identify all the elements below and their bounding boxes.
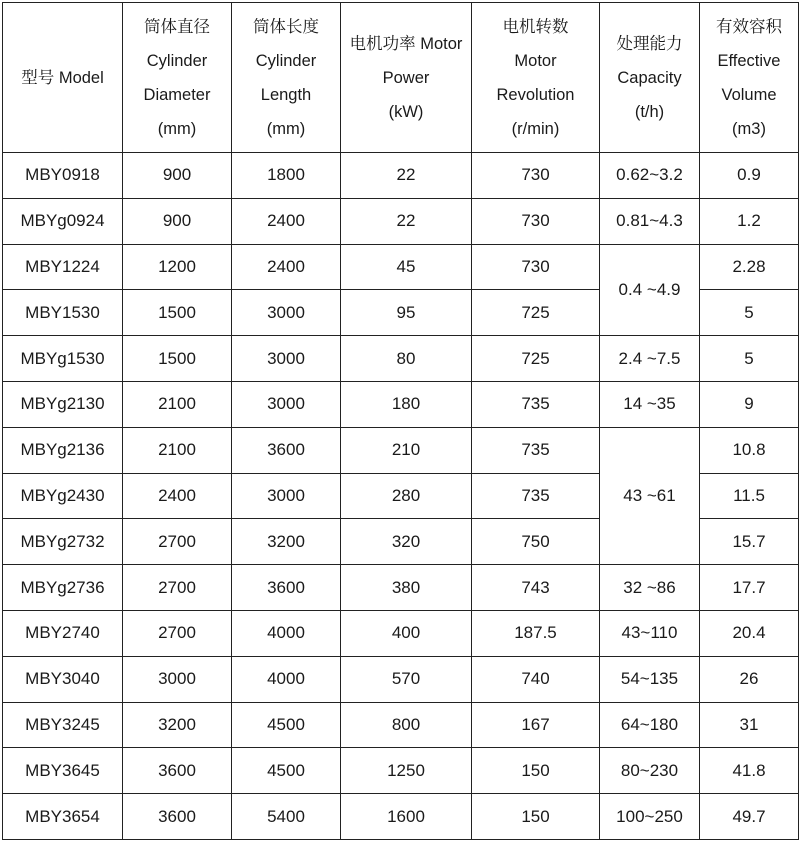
cell-volume: 9 xyxy=(700,381,799,427)
cell-length: 2400 xyxy=(232,198,341,244)
cell-length: 3000 xyxy=(232,336,341,382)
cell-volume: 31 xyxy=(700,702,799,748)
cell-length: 3000 xyxy=(232,381,341,427)
cell-diameter: 3600 xyxy=(123,748,232,794)
cell-power: 1600 xyxy=(341,794,472,840)
cell-revolution: 150 xyxy=(472,748,600,794)
cell-volume: 11.5 xyxy=(700,473,799,519)
cell-power: 95 xyxy=(341,290,472,336)
cell-capacity: 100~250 xyxy=(600,794,700,840)
cell-volume: 2.28 xyxy=(700,244,799,290)
cell-diameter: 2700 xyxy=(123,565,232,611)
cell-volume: 1.2 xyxy=(700,198,799,244)
cell-diameter: 2100 xyxy=(123,427,232,473)
cell-capacity: 43 ~61 xyxy=(600,427,700,564)
header-power-line: Power xyxy=(382,68,430,87)
header-length-line: 筒体长度 xyxy=(253,17,319,36)
table-row xyxy=(3,794,799,840)
cell-model: MBYg0924 xyxy=(3,198,123,244)
cell-capacity: 64~180 xyxy=(600,702,700,748)
cell-capacity: 0.4 ~4.9 xyxy=(600,244,700,336)
cell-revolution: 167 xyxy=(472,702,600,748)
cell-power: 800 xyxy=(341,702,472,748)
cell-diameter: 2700 xyxy=(123,610,232,656)
header-capacity-line: 处理能力 xyxy=(616,34,683,53)
table-row xyxy=(3,336,799,382)
cell-diameter: 2100 xyxy=(123,381,232,427)
header-length-line: Length xyxy=(260,85,312,104)
cell-model: MBYg2130 xyxy=(3,381,123,427)
cell-revolution: 725 xyxy=(472,336,600,382)
cell-diameter: 2700 xyxy=(123,519,232,565)
cell-revolution: 187.5 xyxy=(472,610,600,656)
cell-power: 45 xyxy=(341,244,472,290)
cell-revolution: 730 xyxy=(472,244,600,290)
cell-revolution: 743 xyxy=(472,565,600,611)
cell-length: 2400 xyxy=(232,244,341,290)
header-model-line: 型号 Model xyxy=(21,68,104,87)
cell-power: 400 xyxy=(341,610,472,656)
table-row xyxy=(3,244,799,290)
cell-model: MBYg2736 xyxy=(3,565,123,611)
cell-power: 380 xyxy=(341,565,472,611)
header-row xyxy=(3,3,799,153)
cell-model: MBY3245 xyxy=(3,702,123,748)
table-body xyxy=(3,153,799,840)
cell-diameter: 900 xyxy=(123,153,232,199)
cell-length: 3200 xyxy=(232,519,341,565)
cell-capacity: 54~135 xyxy=(600,656,700,702)
cell-capacity: 2.4 ~7.5 xyxy=(600,336,700,382)
spec-table xyxy=(2,2,799,840)
table-row xyxy=(3,381,799,427)
cell-diameter: 900 xyxy=(123,198,232,244)
cell-model: MBYg2430 xyxy=(3,473,123,519)
cell-power: 570 xyxy=(341,656,472,702)
cell-model: MBYg2136 xyxy=(3,427,123,473)
cell-power: 180 xyxy=(341,381,472,427)
cell-revolution: 735 xyxy=(472,427,600,473)
cell-power: 210 xyxy=(341,427,472,473)
table-row xyxy=(3,427,799,473)
header-volume-line: Effective xyxy=(717,51,781,70)
header-capacity-line: Capacity xyxy=(617,68,682,87)
cell-revolution: 735 xyxy=(472,473,600,519)
cell-revolution: 740 xyxy=(472,656,600,702)
header-power-line: (kW) xyxy=(388,102,424,121)
header-capacity-line: (t/h) xyxy=(634,102,665,121)
header-revolution-line: (r/min) xyxy=(511,119,560,138)
cell-diameter: 3600 xyxy=(123,794,232,840)
cell-capacity: 43~110 xyxy=(600,610,700,656)
cell-volume: 26 xyxy=(700,656,799,702)
cell-model: MBY3040 xyxy=(3,656,123,702)
cell-power: 280 xyxy=(341,473,472,519)
header-length xyxy=(232,3,341,153)
cell-length: 4500 xyxy=(232,702,341,748)
cell-model: MBY2740 xyxy=(3,610,123,656)
header-power-line: 电机功率 Motor xyxy=(349,34,463,53)
header-length-line: Cylinder xyxy=(255,51,317,70)
cell-length: 4500 xyxy=(232,748,341,794)
cell-volume: 15.7 xyxy=(700,519,799,565)
cell-model: MBY1530 xyxy=(3,290,123,336)
header-volume xyxy=(700,3,799,153)
cell-length: 3000 xyxy=(232,290,341,336)
cell-power: 320 xyxy=(341,519,472,565)
header-revolution-line: Revolution xyxy=(496,85,575,104)
cell-model: MBYg2732 xyxy=(3,519,123,565)
header-volume-line: Volume xyxy=(721,85,777,104)
cell-volume: 41.8 xyxy=(700,748,799,794)
cell-power: 22 xyxy=(341,198,472,244)
cell-power: 1250 xyxy=(341,748,472,794)
cell-volume: 17.7 xyxy=(700,565,799,611)
header-revolution-line: 电机转数 xyxy=(502,17,569,36)
cell-volume: 10.8 xyxy=(700,427,799,473)
cell-model: MBYg1530 xyxy=(3,336,123,382)
cell-diameter: 3200 xyxy=(123,702,232,748)
cell-revolution: 730 xyxy=(472,198,600,244)
cell-model: MBY0918 xyxy=(3,153,123,199)
cell-revolution: 735 xyxy=(472,381,600,427)
cell-power: 80 xyxy=(341,336,472,382)
header-diameter-line: (mm) xyxy=(157,119,197,138)
cell-diameter: 1500 xyxy=(123,290,232,336)
header-length-line: (mm) xyxy=(266,119,306,138)
table-row xyxy=(3,610,799,656)
header-volume-line: 有效容积 xyxy=(716,17,782,36)
cell-capacity: 14 ~35 xyxy=(600,381,700,427)
header-diameter xyxy=(123,3,232,153)
cell-length: 3000 xyxy=(232,473,341,519)
cell-length: 1800 xyxy=(232,153,341,199)
header-revolution xyxy=(472,3,600,153)
cell-revolution: 750 xyxy=(472,519,600,565)
header-model xyxy=(3,3,123,153)
cell-revolution: 150 xyxy=(472,794,600,840)
table-row xyxy=(3,565,799,611)
cell-volume: 0.9 xyxy=(700,153,799,199)
cell-volume: 5 xyxy=(700,336,799,382)
cell-diameter: 2400 xyxy=(123,473,232,519)
cell-capacity: 0.81~4.3 xyxy=(600,198,700,244)
cell-capacity: 0.62~3.2 xyxy=(600,153,700,199)
cell-model: MBY3654 xyxy=(3,794,123,840)
cell-volume: 5 xyxy=(700,290,799,336)
header-diameter-line: 筒体直径 xyxy=(144,17,210,36)
header-capacity xyxy=(600,3,700,153)
cell-length: 4000 xyxy=(232,656,341,702)
cell-model: MBY3645 xyxy=(3,748,123,794)
header-volume-line: (m3) xyxy=(732,119,766,138)
cell-volume: 49.7 xyxy=(700,794,799,840)
cell-diameter: 1200 xyxy=(123,244,232,290)
cell-length: 4000 xyxy=(232,610,341,656)
cell-model: MBY1224 xyxy=(3,244,123,290)
cell-length: 3600 xyxy=(232,565,341,611)
cell-length: 5400 xyxy=(232,794,341,840)
table-row xyxy=(3,702,799,748)
table-row xyxy=(3,198,799,244)
cell-revolution: 725 xyxy=(472,290,600,336)
cell-length: 3600 xyxy=(232,427,341,473)
cell-diameter: 1500 xyxy=(123,336,232,382)
cell-power: 22 xyxy=(341,153,472,199)
header-diameter-line: Diameter xyxy=(143,85,211,104)
cell-capacity: 32 ~86 xyxy=(600,565,700,611)
cell-capacity: 80~230 xyxy=(600,748,700,794)
header-revolution-line: Motor xyxy=(514,51,557,70)
table-row xyxy=(3,153,799,199)
cell-revolution: 730 xyxy=(472,153,600,199)
cell-volume: 20.4 xyxy=(700,610,799,656)
table-header xyxy=(3,3,799,153)
header-power xyxy=(341,3,472,153)
cell-diameter: 3000 xyxy=(123,656,232,702)
table-row xyxy=(3,656,799,702)
table-row xyxy=(3,748,799,794)
header-diameter-line: Cylinder xyxy=(146,51,208,70)
